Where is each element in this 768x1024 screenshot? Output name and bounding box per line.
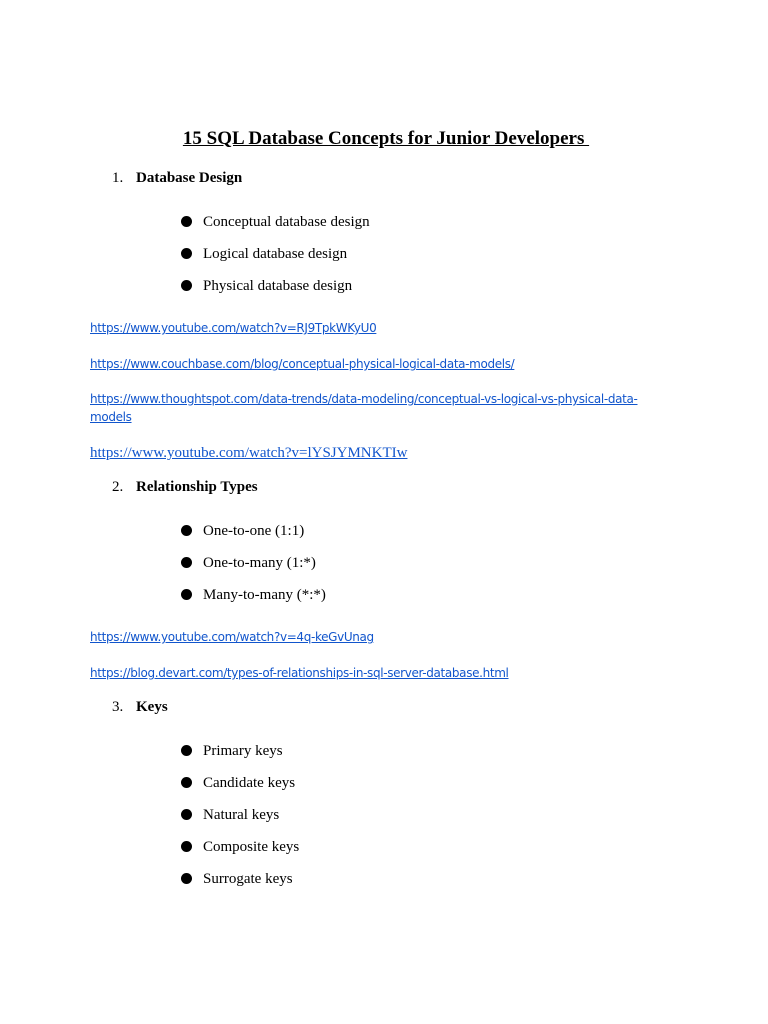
bullet-icon [181,557,192,568]
bullet-icon [181,873,192,884]
bullet-icon [181,589,192,600]
bullet-icon [181,216,192,227]
list-item [181,278,352,295]
list-item [181,743,283,760]
list-item [181,839,299,856]
section-title: Keys [136,699,168,715]
section-number: 3. [112,699,124,715]
reference-link[interactable]: https://www.youtube.com/watch?v=4q-keGvUnag [90,630,374,644]
list-item-text: One-to-many (1:*) [203,555,316,571]
bullet-icon [181,841,192,852]
list-item [181,555,316,572]
bullet-icon [181,248,192,259]
bullet-icon [181,745,192,756]
list-item [181,775,295,792]
list-item [181,214,370,231]
bullet-icon [181,777,192,788]
list-item-text: Surrogate keys [203,871,293,887]
reference-link[interactable]: https://www.couchbase.com/blog/conceptual-physical-logical-data-models/ [90,357,515,371]
reference-link[interactable]: https://www.thoughtspot.com/data-trends/data-modeling/conceptual-vs-logical-vs-physical-data-models [90,392,638,424]
reference-link[interactable]: https://blog.devart.com/types-of-relationships-in-sql-server-database.html [90,666,509,680]
list-item [181,246,347,263]
list-item-text: Natural keys [203,807,280,823]
list-item-text: Physical database design [203,278,353,294]
reference-link[interactable]: https://www.youtube.com/watch?v=RJ9TpkWKyU0 [90,321,377,335]
bullet-icon [181,525,192,536]
bullet-icon [181,809,192,820]
section-number: 1. [112,170,124,186]
list-item-text: Candidate keys [203,775,296,791]
list-item [181,523,304,540]
reference-link[interactable]: https://www.youtube.com/watch?v=lYSJYMNKTIw [90,445,408,461]
section-title: Relationship Types [136,479,258,495]
section-number: 2. [112,479,124,495]
list-item-text: Conceptual database design [203,214,370,230]
list-item [181,807,279,824]
list-item-text: One-to-one (1:1) [203,523,305,539]
list-item-text: Logical database design [203,246,348,262]
list-item-text: Many-to-many (*:*) [203,587,326,603]
list-item-text: Primary keys [203,743,283,759]
bullet-icon [181,280,192,291]
document-title: 15 SQL Database Concepts for Junior Developers [182,128,590,149]
list-item [181,587,326,604]
list-item-text: Composite keys [203,839,300,855]
list-item [181,871,293,888]
section-title: Database Design [136,170,243,186]
